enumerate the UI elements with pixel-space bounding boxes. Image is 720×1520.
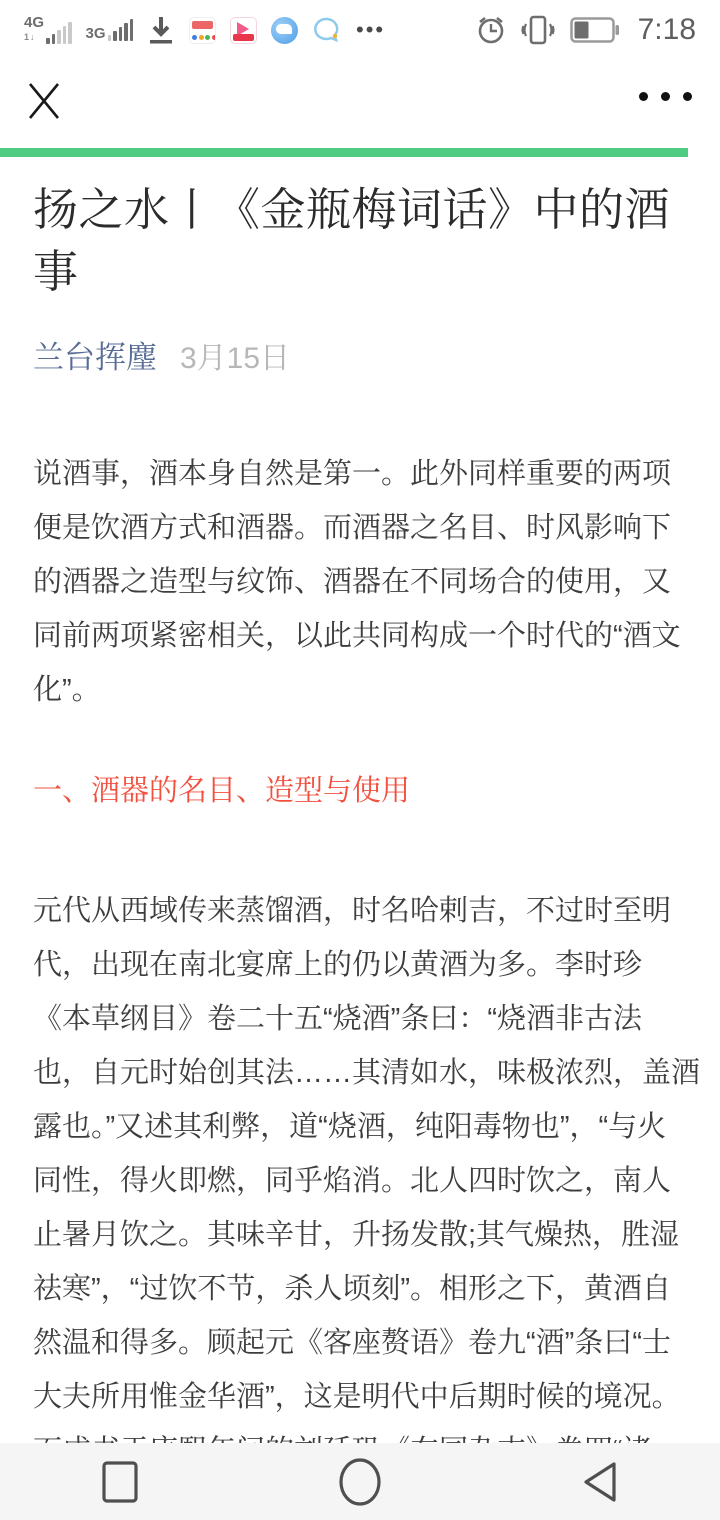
webview-header (0, 60, 720, 148)
download-icon (147, 15, 175, 45)
article-title: 扬之水丨《金瓶梅词话》中的酒事 (33, 184, 671, 297)
text-line: 也，自元时始创其法……其清如水，味极浓烈，盖酒 (33, 1057, 701, 1089)
signal-3g-icon (86, 19, 134, 41)
vibrate-icon (520, 14, 556, 46)
close-icon[interactable] (24, 80, 64, 120)
alarm-clock-icon (476, 14, 506, 46)
text-line: 祛寒”，“过饮不节，杀人顷刻”。相形之下，黄酒自 (33, 1273, 671, 1305)
publish-date: 3月15日 (180, 342, 291, 375)
clock-time: 7:18 (637, 13, 696, 46)
battery-icon (570, 17, 620, 43)
section-heading: 一、酒器的名目、造型与使用 (33, 775, 411, 807)
android-nav-bar (0, 1443, 720, 1520)
text-line: 然温和得多。顾起元《客座赘语》卷九“酒”条曰“士 (33, 1327, 671, 1359)
chat-bubble-icon (312, 15, 342, 45)
video-app-icon (230, 17, 257, 44)
text-line: 代，出现在南北宴席上的仍以黄酒为多。李时珍 (33, 949, 643, 981)
recents-square-icon (101, 1460, 139, 1504)
text-line: 便是饮酒方式和酒器。而酒器之名目、时风影响下 (33, 512, 672, 544)
news-app-icon (189, 17, 216, 44)
status-more-icon: ••• (356, 17, 386, 42)
author-link[interactable]: 兰台挥麈 (33, 340, 157, 375)
status-bar (0, 0, 720, 60)
signal-4g-icon: 4G 1↓ (24, 16, 72, 44)
back-button[interactable] (480, 1459, 720, 1505)
text-line: 止暑月饮之。其味辛甘，升扬发散;其气燥热，胜湿 (33, 1219, 680, 1251)
paragraph-2 (33, 884, 701, 1478)
home-button[interactable] (240, 1457, 480, 1507)
network-b-label: 3G (85, 25, 106, 42)
text-line: 大夫所用惟金华酒”，这是明代中后期时候的境况。 (33, 1381, 681, 1413)
menu-more-icon[interactable] (639, 92, 692, 101)
article-body (0, 157, 720, 1478)
text-line: 露也。”又述其利弊，道“烧酒，纯阳毒物也”，“与火 (33, 1111, 667, 1143)
text-line: 化”。 (33, 674, 101, 706)
network-a-label: 4G (24, 14, 45, 31)
text-line: 同性，得火即燃，同乎焰消。北人四时饮之，南人 (33, 1165, 672, 1197)
article-meta (33, 336, 687, 381)
text-line: 的酒器之造型与纹饰、酒器在不同场合的使用，又 (33, 566, 672, 598)
text-line: 同前两项紧密相关，以此共同构成一个时代的“酒文 (33, 620, 681, 652)
text-line: 元代从西域传来蒸馏酒，时名哈剌吉，不过时至明 (33, 895, 672, 927)
paragraph-1 (33, 447, 687, 717)
browser-app-icon (271, 17, 298, 44)
back-triangle-icon (578, 1459, 622, 1505)
text-line: 说酒事，酒本身自然是第一。此外同样重要的两项 (33, 458, 672, 490)
text-line: 《本草纲目》卷二十五“烧酒”条曰：“烧酒非古法 (33, 1003, 642, 1035)
home-circle-icon (337, 1457, 383, 1507)
recents-button[interactable] (0, 1460, 240, 1504)
page-load-progress-bar (0, 148, 688, 157)
